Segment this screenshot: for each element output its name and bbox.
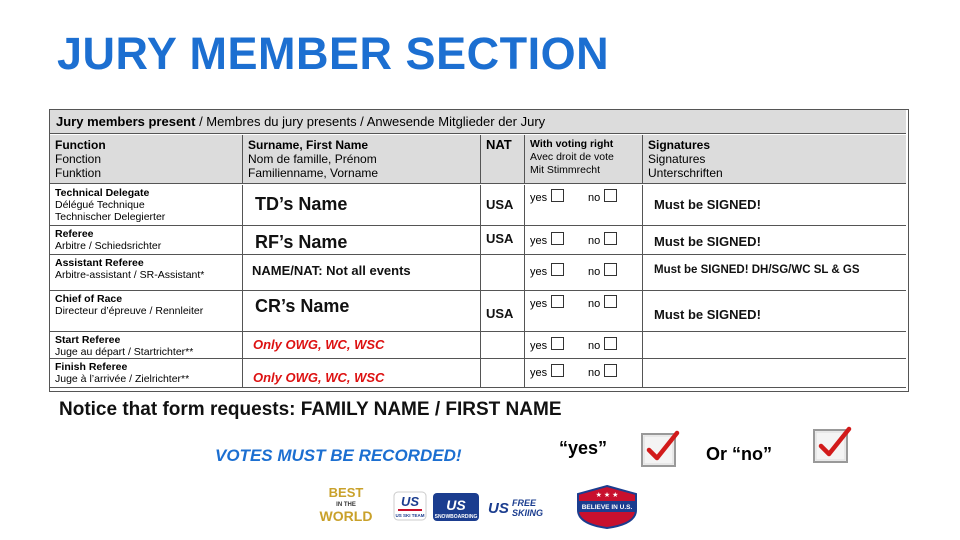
finish-referee-note: Only OWG, WC, WSC: [253, 370, 385, 385]
no-checkbox[interactable]: [604, 337, 617, 350]
svg-text:IN THE: IN THE: [336, 502, 356, 508]
name-col-header: Surname, First Name Nom de famille, Prénom Familienname, Vorname: [243, 135, 481, 184]
function-cell: Assistant Referee Arbitre-assistant / SR-Assistant*: [50, 255, 243, 290]
table-row: [50, 291, 906, 332]
yes-checkbox[interactable]: [551, 364, 564, 377]
voting-cell: yes no: [525, 359, 643, 387]
function-cell: Finish Referee Juge à l’arrivée / Zielrichter**: [50, 359, 243, 387]
us-freeskiing-logo: [486, 484, 556, 529]
no-checkbox[interactable]: [604, 295, 617, 308]
function-cell: Referee Arbitre / Schiedsrichter: [50, 226, 243, 254]
no-checkbox[interactable]: [604, 232, 617, 245]
svg-text:US: US: [488, 500, 509, 517]
jury-present-header: [50, 110, 906, 134]
signature-cell[interactable]: [643, 359, 906, 387]
or-no-label: Or “no”: [706, 444, 772, 464]
checked-box-icon: [812, 426, 852, 464]
nat-cell[interactable]: [481, 255, 525, 290]
yes-label: “yes”: [559, 438, 608, 458]
yes-checkbox[interactable]: [551, 295, 564, 308]
voting-cell: yes no: [525, 291, 643, 331]
voting-cell: yes no: [525, 185, 643, 225]
voting-cell: yes no: [525, 332, 643, 358]
voting-cell: yes no: [525, 226, 643, 254]
no-checkbox[interactable]: [604, 364, 617, 377]
svg-text:BELIEVE IN U.S.: BELIEVE IN U.S.: [581, 504, 633, 511]
table-row: [50, 332, 906, 359]
table-row: [50, 185, 906, 226]
best-in-the-world-logo: [318, 484, 374, 529]
svg-text:US: US: [446, 497, 466, 513]
svg-text:SNOWBOARDING: SNOWBOARDING: [434, 514, 478, 520]
function-col-header: Function Fonction Funktion: [50, 135, 243, 184]
svg-text:US SKI TEAM: US SKI TEAM: [395, 513, 425, 518]
yes-checkbox[interactable]: [551, 232, 564, 245]
signatures-col-header: Signatures Signatures Unterschriften: [643, 135, 906, 184]
cr-nat-note: USA: [486, 306, 514, 321]
td-signed-note: Must be SIGNED!: [654, 197, 761, 212]
voting-cell: yes no: [525, 255, 643, 290]
ar-name-note: NAME/NAT: Not all events: [252, 263, 411, 278]
jury-present-rest: / Membres du jury presents / Anwesende Mitglieder der Jury: [195, 114, 546, 129]
svg-text:SKIING: SKIING: [512, 508, 544, 518]
td-name-note: TD’s Name: [255, 194, 348, 214]
nat-col-header: NAT: [481, 135, 525, 184]
yes-checkbox[interactable]: [551, 189, 564, 202]
svg-text:US: US: [400, 494, 420, 509]
start-referee-note: Only OWG, WC, WSC: [253, 337, 385, 352]
rf-signed-note: Must be SIGNED!: [654, 234, 761, 249]
yes-checkbox[interactable]: [551, 337, 564, 350]
function-cell: Chief of Race Directeur d’épreuve / Rennleiter: [50, 291, 243, 331]
page-title: JURY MEMBER SECTION: [57, 28, 610, 79]
table-row: [50, 359, 906, 388]
checked-box-icon: [640, 430, 680, 468]
us-ski-team-logo: [392, 484, 428, 529]
table-row: [50, 226, 906, 255]
cr-signed-note: Must be SIGNED!: [654, 307, 761, 322]
us-snowboarding-logo: [432, 484, 480, 529]
believe-in-us-logo: [572, 484, 642, 529]
td-nat-note: USA: [486, 197, 514, 212]
ar-signed-note: Must be SIGNED! DH/SG/WC SL & GS: [654, 264, 860, 276]
notice-text: Notice that form requests: FAMILY NAME / FIRST NAME: [59, 399, 562, 420]
voting-col-header: With voting right Avec droit de vote Mit Stimmrecht: [525, 135, 643, 184]
votes-recorded-text: VOTES MUST BE RECORDED!: [215, 446, 462, 465]
jury-present-bold: Jury members present: [56, 114, 196, 129]
nat-cell[interactable]: [481, 332, 525, 358]
yes-checkbox[interactable]: [551, 263, 564, 276]
nat-cell[interactable]: [481, 359, 525, 387]
rf-name-note: RF’s Name: [255, 232, 348, 252]
signature-cell[interactable]: [643, 332, 906, 358]
svg-text:WORLD: WORLD: [319, 508, 373, 524]
cr-name-note: CR’s Name: [255, 296, 350, 316]
function-cell: Technical Delegate Délégué Technique Technischer Delegierter: [50, 185, 243, 225]
no-checkbox[interactable]: [604, 263, 617, 276]
svg-text:BEST: BEST: [328, 485, 364, 500]
jury-form: [49, 109, 909, 392]
function-cell: Start Referee Juge au départ / Startrichter**: [50, 332, 243, 358]
svg-text:★ ★ ★: ★ ★ ★: [595, 492, 619, 499]
rf-nat-note: USA: [486, 231, 514, 246]
no-checkbox[interactable]: [604, 189, 617, 202]
svg-text:FREE: FREE: [512, 498, 537, 508]
